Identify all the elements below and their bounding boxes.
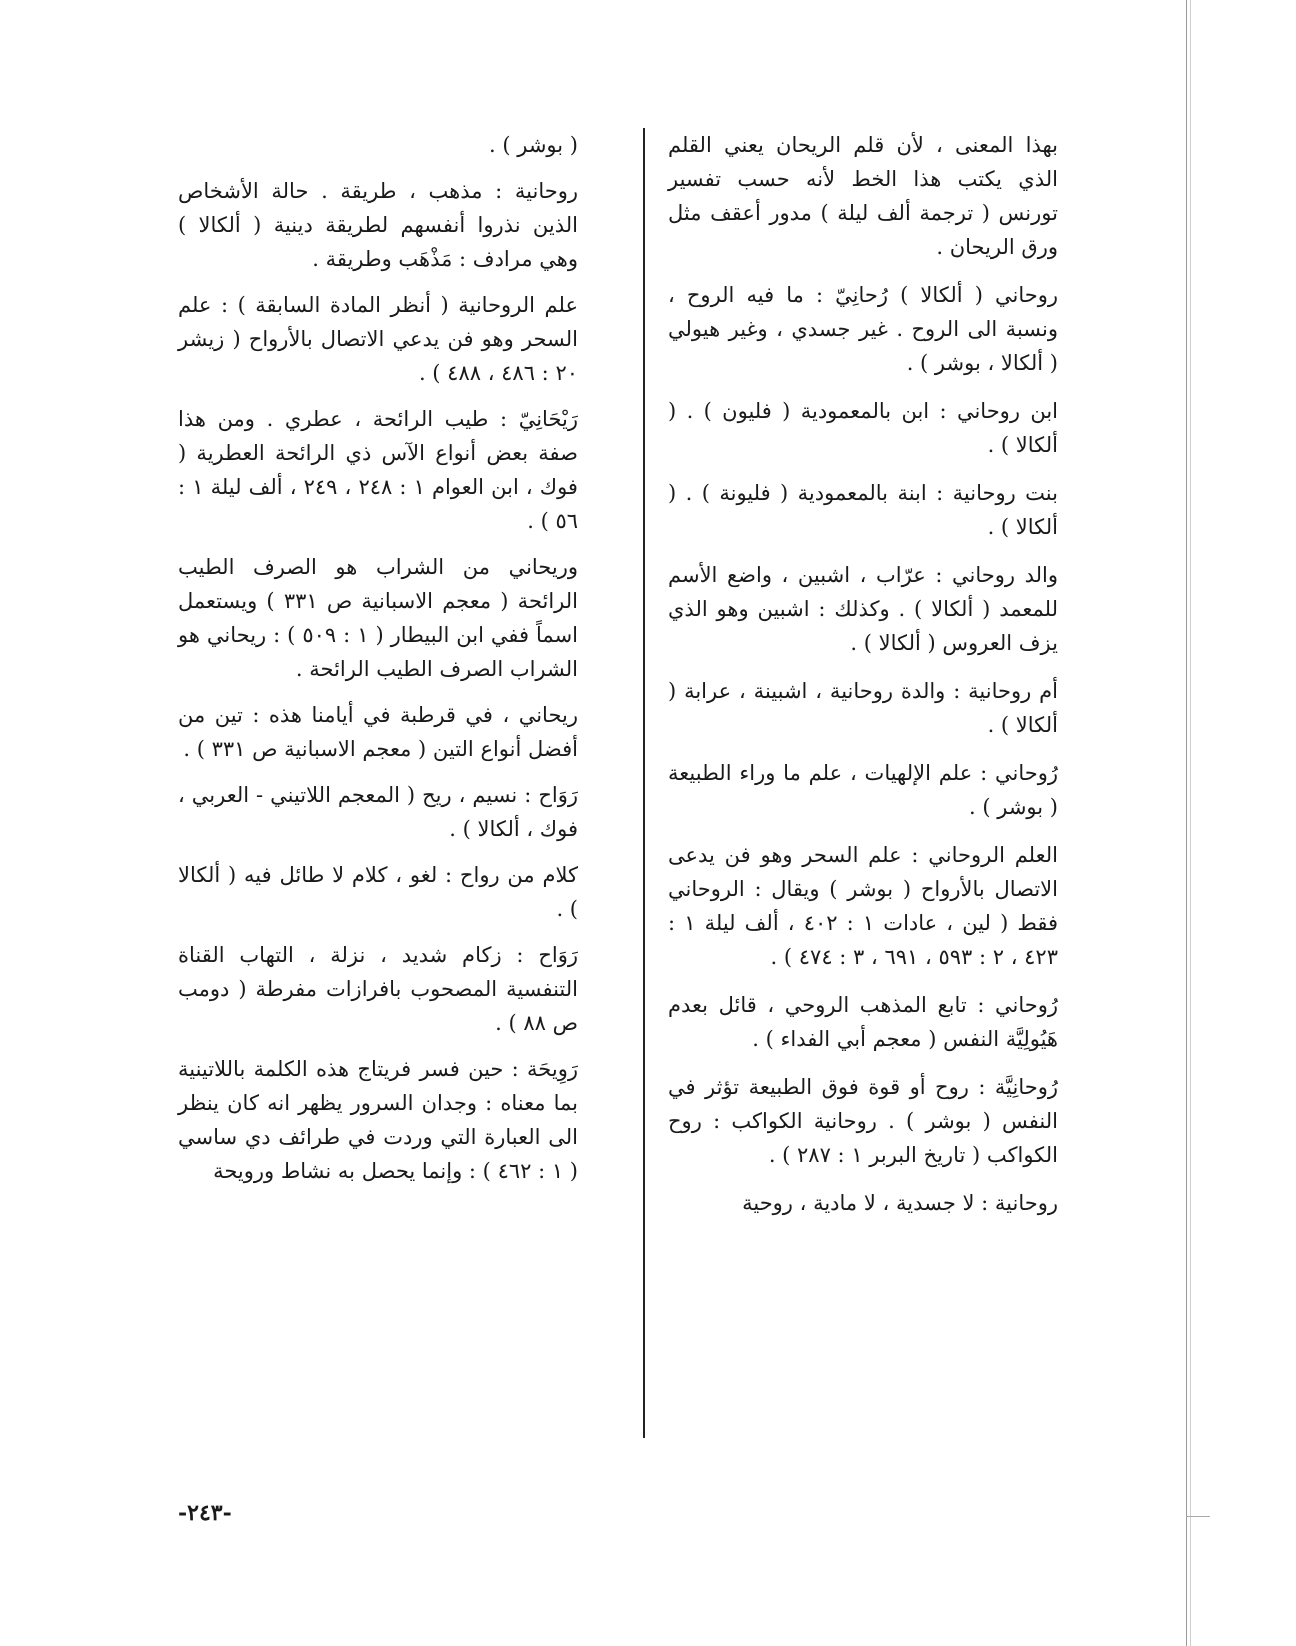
dictionary-entry: بنت روحانية : ابنة بالمعمودية ( فليونة ) . ( ألكالا ) . xyxy=(668,481,1058,539)
right-column xyxy=(668,128,1058,1234)
dictionary-entry: ( بوشر ) . xyxy=(489,133,578,157)
dictionary-entry: والد روحاني : عرّاب ، اشبين ، واضع الأسم للمعمد ( ألكالا ) . وكذلك : اشبين وهو الذي يزف العروس ( ألكالا ) . xyxy=(668,563,1058,655)
dictionary-entry: رَيْحَانِيّ : طيب الرائحة ، عطري . ومن هذا صفة بعض أنواع الآس ذي الرائحة العطرية ( فوك ، ابن العوام ١ : ٢٤٨ ، ٢٤٩ ، ألف ليلة ١ : ٥٦ ) . xyxy=(178,407,578,533)
dictionary-entry: كلام من رواح : لغو ، كلام لا طائل فيه ( ألكالا ) . xyxy=(178,863,578,921)
dictionary-entry: ابن روحاني : ابن بالمعمودية ( فليون ) . ( ألكالا ) . xyxy=(668,399,1058,457)
dictionary-entry: رُوحاني : تابع المذهب الروحي ، قائل بعدم هَيُولِيَّة النفس ( معجم أبي الفداء ) . xyxy=(668,993,1058,1051)
dictionary-entry: روحانية : مذهب ، طريقة . حالة الأشخاص الذين نذروا أنفسهم لطريقة دينية ( ألكالا ) وهي مرادف : مَذْهَب وطريقة . xyxy=(178,179,578,271)
page-number: -٢٤٣- xyxy=(178,1500,232,1526)
dictionary-entry: رَوَاح : زكام شديد ، نزلة ، التهاب القناة التنفسية المصحوب بافرازات مفرطة ( دومب ص ٨٨ ) . xyxy=(178,943,578,1035)
dictionary-entry: رُوحاني : علم الإلهيات ، علم ما وراء الطبيعة ( بوشر ) . xyxy=(668,761,1058,819)
left-column xyxy=(178,128,578,1200)
scan-edge-line xyxy=(1186,0,1187,1646)
dictionary-entry: وريحاني من الشراب هو الصرف الطيب الرائحة ( معجم الاسبانية ص ٣٣١ ) ويستعمل اسماً ففي ابن البيطار ( ١ : ٥٠٩ ) : ريحاني هو الشراب الصرف الطيب الرائحة . xyxy=(178,555,578,681)
dictionary-entry: روحاني ( ألكالا ) رُحانِيّ : ما فيه الروح ، ونسبة الى الروح . غير جسدي ، وغير هيولي ( ألكالا ، بوشر ) . xyxy=(668,283,1058,375)
dictionary-entry: بهذا المعنى ، لأن قلم الريحان يعني القلم الذي يكتب هذا الخط لأنه حسب تفسير تورنس ( ترجمة ألف ليلة ) مدور أعقف مثل ورق الريحان . xyxy=(668,133,1058,259)
dictionary-entry: العلم الروحاني : علم السحر وهو فن يدعى الاتصال بالأرواح ( بوشر ) ويقال : الروحاني فقط ( لين ، عادات ١ : ٤٠٢ ، ألف ليلة ١ : ٤٢٣ ، ٢ : ٥٩٣ ، ٦٩١ ، ٣ : ٤٧٤ ) . xyxy=(668,843,1058,969)
dictionary-entry: علم الروحانية ( أنظر المادة السابقة ) : علم السحر وهو فن يدعي الاتصال بالأرواح ( زيشر ٢٠ : ٤٨٦ ، ٤٨٨ ) . xyxy=(178,293,578,385)
dictionary-entry: روحانية : لا جسدية ، لا مادية ، روحية xyxy=(742,1191,1058,1215)
dictionary-entry: أم روحانية : والدة روحانية ، اشبينة ، عرابة ( ألكالا ) . xyxy=(668,679,1058,737)
scan-edge-tick xyxy=(1186,1516,1210,1517)
scan-edge-line-secondary xyxy=(1190,0,1191,1646)
dictionary-entry: رُوحانِيَّة : روح أو قوة فوق الطبيعة تؤثر في النفس ( بوشر ) . روحانية الكواكب : روح الكواكب ( تاريخ البربر ١ : ٢٨٧ ) . xyxy=(668,1075,1058,1167)
dictionary-entry: ريحاني ، في قرطبة في أيامنا هذه : تين من أفضل أنواع التين ( معجم الاسبانية ص ٣٣١ ) . xyxy=(178,703,578,761)
column-divider xyxy=(643,128,645,1438)
dictionary-entry: رَوَاح : نسيم ، ريح ( المعجم اللاتيني - العربي ، فوك ، ألكالا ) . xyxy=(178,783,578,841)
dictionary-entry: رَوِيحَة : حين فسر فريتاج هذه الكلمة باللاتينية بما معناه : وجدان السرور يظهر انه كان ينظر الى العبارة التي وردت في طرائف دي ساسي ( ١ : ٤٦٢ ) : وإنما يحصل به نشاط ورويحة xyxy=(178,1057,578,1183)
